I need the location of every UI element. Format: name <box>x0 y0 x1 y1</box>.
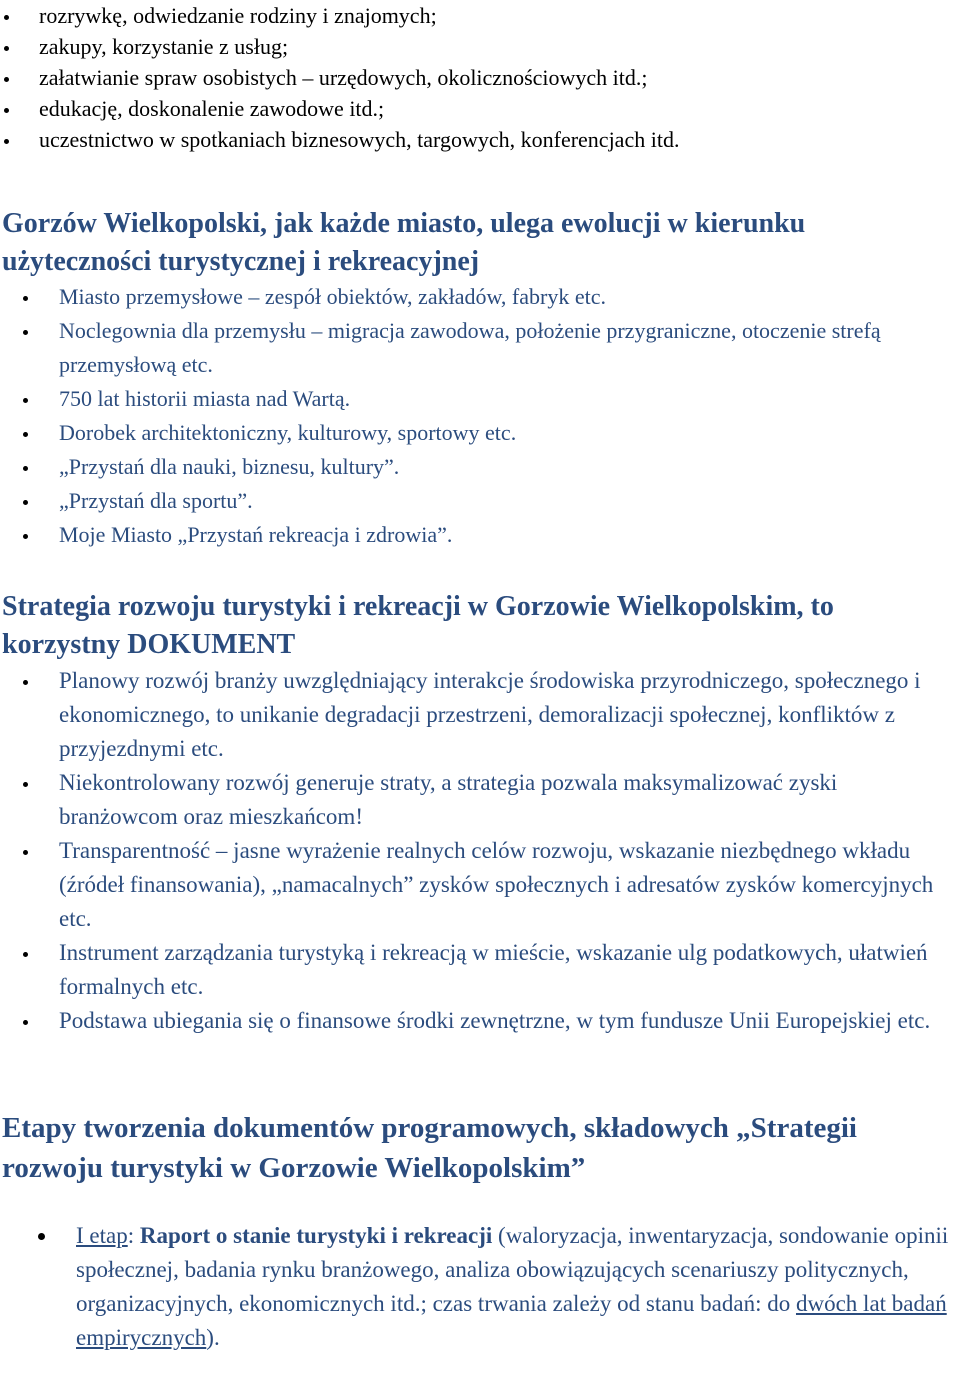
bullet-icon <box>23 850 28 855</box>
section-heading-evolution: Gorzów Wielkopolski, jak każde miasto, ulega ewolucji w kierunku użyteczności turystycznej i rekreacyjnej <box>2 208 806 277</box>
list-item <box>0 450 960 484</box>
duration-underlined: dwóch lat badań empirycznych <box>76 1291 947 1350</box>
stage-label: I etap <box>76 1223 128 1248</box>
bullet-icon <box>4 15 9 20</box>
bullet-icon <box>23 680 28 685</box>
stage-description: (waloryzacja, inwentaryzacja, sondowanie opinii społecznej, badania rynku branżowego, analiza obowiązujących scenariuszy politycznych, organizacyjnych, ekonomicznych itd.; czas trwania zależy od stanu badań: do <box>76 1223 949 1316</box>
bullet-icon <box>23 296 28 301</box>
list-item <box>0 314 960 382</box>
bullet-icon <box>23 952 28 957</box>
bullet-icon <box>23 330 28 335</box>
list-item <box>0 1004 960 1038</box>
bullet-icon <box>4 139 9 144</box>
stage-colon: : <box>127 1223 140 1248</box>
list-item-text: Planowy rozwój branży uwzględniający interakcje środowiska przyrodniczego, społecznego i ekonomicznego, to unikanie degradacji przestrzeni, demoralizacji społecznej, konfliktów z przyjezdnymi etc. <box>59 668 921 761</box>
list-item <box>0 1219 960 1355</box>
list-item-text: Noclegownia dla przemysłu – migracja zawodowa, położenie przygraniczne, otoczenie strefą przemysłową etc. <box>59 318 881 377</box>
list-item <box>0 766 960 834</box>
list-item-text: zakupy, korzystanie z usług; <box>39 34 289 59</box>
bullet-icon <box>23 432 28 437</box>
stage-description-end: ). <box>206 1325 220 1350</box>
bullet-icon <box>38 1233 45 1240</box>
list-item-text: 750 lat historii miasta nad Wartą. <box>59 386 351 411</box>
list-item-text: Niekontrolowany rozwój generuje straty, a strategia pozwala maksymalizować zyski branżowcom oraz mieszkańcom! <box>59 770 838 829</box>
list-item-text: załatwianie spraw osobistych – urzędowych, okolicznościowych itd.; <box>39 65 648 90</box>
bullet-icon <box>23 534 28 539</box>
list-item <box>0 280 960 314</box>
bullet-icon <box>23 1020 28 1025</box>
section-heading-strategy: Strategia rozwoju turystyki i rekreacji w Gorzowie Wielkopolskim, to korzystny DOKUMENT <box>2 591 834 660</box>
list-item <box>0 382 960 416</box>
list-item-text: „Przystań dla sportu”. <box>59 488 253 513</box>
list-item <box>0 416 960 450</box>
list-item <box>0 484 960 518</box>
list-item <box>0 0 960 31</box>
list-item <box>0 834 960 936</box>
list-item-text: Instrument zarządzania turystyką i rekreacją w mieście, wskazanie ulg podatkowych, ułatwień formalnych etc. <box>59 940 928 999</box>
list-item-text: uczestnictwo w spotkaniach biznesowych, targowych, konferencjach itd. <box>39 127 680 152</box>
bullet-icon <box>23 398 28 403</box>
list-item <box>0 518 960 552</box>
list-item <box>0 62 960 93</box>
bullet-icon <box>23 500 28 505</box>
list-item <box>0 31 960 62</box>
report-title: Raport o stanie turystyki i rekreacji <box>139 1223 493 1248</box>
list-item <box>0 664 960 766</box>
list-item-text: Dorobek architektoniczny, kulturowy, sportowy etc. <box>59 420 517 445</box>
list-item-text: edukację, doskonalenie zawodowe itd.; <box>39 96 385 121</box>
list-item-text: Miasto przemysłowe – zespół obiektów, zakładów, fabryk etc. <box>59 284 606 309</box>
list-item-text: Podstawa ubiegania się o finansowe środki zewnętrzne, w tym fundusze Unii Europejskiej etc. <box>59 1008 931 1033</box>
list-item <box>0 936 960 1004</box>
list-item-text: rozrywkę, odwiedzanie rodziny i znajomych; <box>39 3 437 28</box>
bullet-icon <box>23 466 28 471</box>
bullet-icon <box>4 77 9 82</box>
list-item <box>0 124 960 155</box>
bullet-icon <box>23 782 28 787</box>
intro-bullet-list <box>0 0 960 155</box>
stages-bullet-list <box>0 1219 960 1355</box>
intro-list-section <box>0 0 960 155</box>
bullet-icon <box>4 108 9 113</box>
evolution-bullet-list <box>0 280 960 552</box>
list-item-text: Transparentność – jasne wyrażenie realnych celów rozwoju, wskazanie niezbędnego wkładu (źródeł finansowania), „namacalnych” zysków społecznych i adresatów zysków komercyjnych etc. <box>59 838 934 931</box>
list-item-text: „Przystań dla nauki, biznesu, kultury”. <box>59 454 400 479</box>
list-item-text: Moje Miasto „Przystań rekreacja i zdrowia”. <box>59 522 453 547</box>
section-heading-stages: Etapy tworzenia dokumentów programowych, składowych „Strategii rozwoju turystyki w Gorzowie Wielkopolskim” <box>2 1112 857 1184</box>
list-item <box>0 93 960 124</box>
bullet-icon <box>4 46 9 51</box>
strategy-bullet-list <box>0 664 960 1038</box>
